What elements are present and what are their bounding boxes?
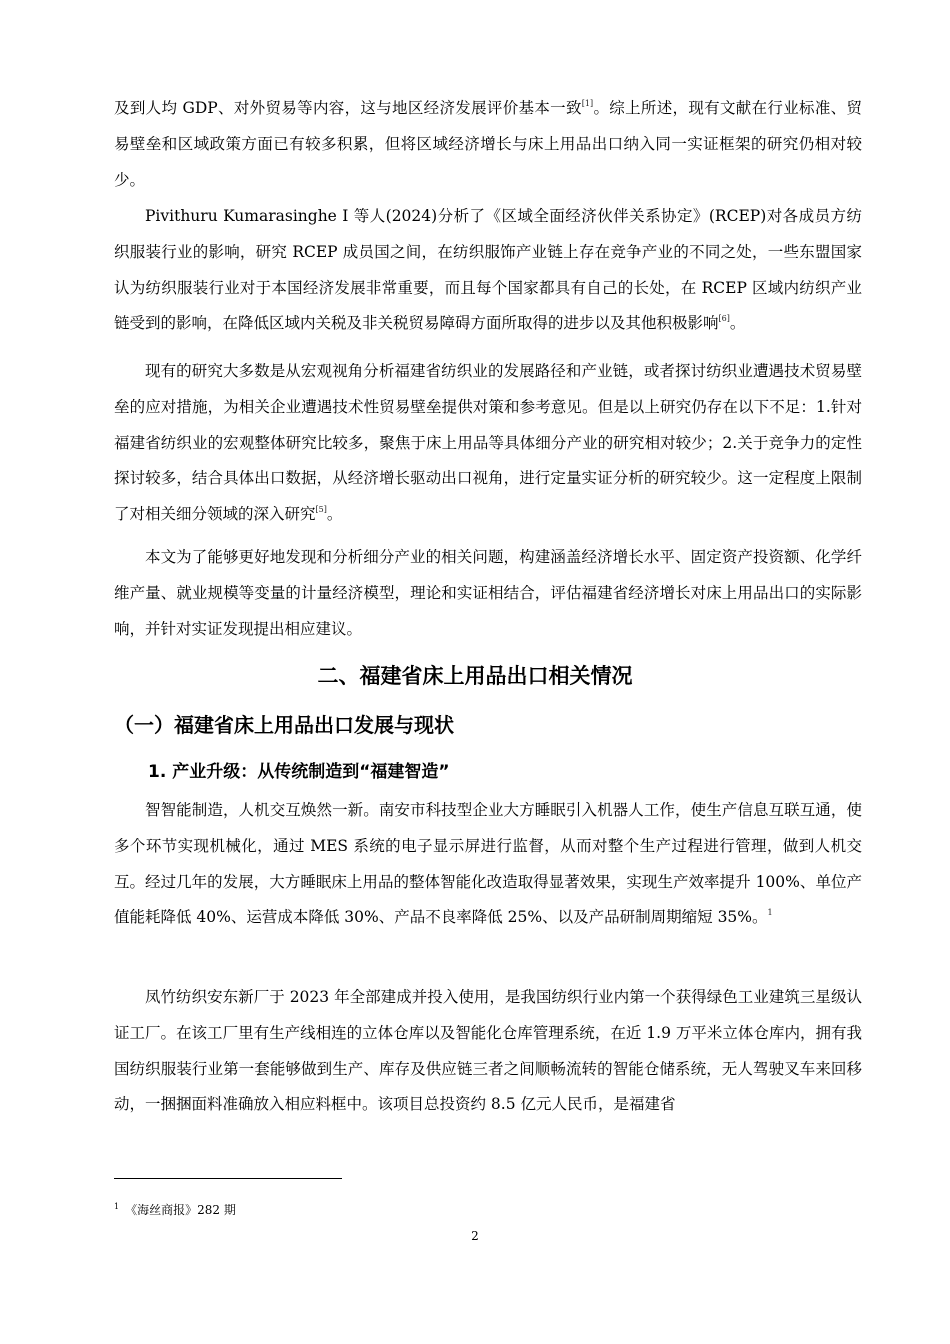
paragraph-text: 现有的研究大多数是从宏观视角分析福建省纺织业的发展路径和产业链，或者探讨纺织业遭遇技术贸易壁垒的应对措施，为相关企业遭遇技术性贸易壁垒提供对策和参考意见。但是以上研究仍存在以下不足：1.针对福建省纺织业的宏观整体研究比较多，聚焦于床上用品等具体细分产业的研究相对较少；2.关于竞争力的定性探讨较多，结合具体出口数据，从经济增长驱动出口视角，进行定量实证分析的研究较少。这一定程度上限制了对相关细分领域的深入研究	[114, 362, 862, 524]
paragraph-text: 。	[326, 505, 343, 524]
paragraph-text: 凤竹纺织安东新厂于 2023 年全部建成并投入使用，是我国纺织行业内第一个获得绿色工业建筑三星级认证工厂。在该工厂里有生产线相连的立体仓库以及智能化仓库管理系统，在近 1.9 万平米立体仓库内，拥有我国纺织服装行业第一套能够做到生产、库存及供应链三者之间顺畅流转的智能仓储系统，无人驾驶叉车来回移动，一捆捆面料准确放入相应料框中。该项目总投资约 8.5 亿元人民币，是福建省	[114, 988, 862, 1114]
paragraph-smart-manufacturing	[114, 793, 862, 936]
footnote-ref: 1	[767, 908, 773, 918]
paragraph-fengzhu-factory	[114, 980, 862, 1123]
paragraph-literature-summary	[114, 91, 862, 198]
paragraph-text: Pivithuru Kumarasinghe I 等人(2024)分析了《区域全面经济伙伴关系协定》(RCEP)对各成员方纺织服装行业的影响，研究 RCEP 成员国之间，在纺织服饰产业链上存在竞争产业的不同之处，一些东盟国家认为纺织服装行业对于本国经济发展非常重要，而且每个国家都具有自己的长处，在 RCEP 区域内纺织产业链受到的影响，在降低区域内关税及非关税贸易障碍方面所取得的进步以及其他积极影响	[114, 207, 862, 333]
paragraph-text: 本文为了能够更好地发现和分析细分产业的相关问题，构建涵盖经济增长水平、固定资产投资额、化学纤维产量、就业规模等变量的计量经济模型，理论和实证相结合，评估福建省经济增长对床上用品出口的实际影响，并针对实证发现提出相应建议。	[114, 548, 862, 638]
citation-ref: [1]	[581, 99, 594, 108]
citation-ref: [5]	[315, 505, 327, 515]
paragraph-text: 。综上所述，现有文献在行业标准、贸易壁垒和区域政策方面已有较多积累，但将区域经济增长与床上用品出口纳入同一实证框架的研究仍相对较少。	[114, 99, 862, 189]
paragraph-text: 及到人均 GDP、对外贸易等内容，这与地区经济发展评价基本一致	[114, 99, 582, 117]
paragraph-research-gap	[114, 354, 862, 533]
paragraph-this-study	[114, 540, 862, 647]
paragraph-rcep	[114, 199, 862, 342]
subsection-heading: （一）福建省床上用品出口发展与现状	[114, 713, 454, 737]
footnote-mark: 1	[114, 1202, 120, 1211]
subsubsection-heading: 1. 产业升级：从传统制造到“福建智造”	[148, 762, 450, 782]
paragraph-text: 智智能制造，人机交互焕然一新。南安市科技型企业大方睡眠引入机器人工作，使生产信息互联互通，使多个环节实现机械化，通过 MES 系统的电子显示屏进行监督，从而对整个生产过程进行管理，做到人机交互。经过几年的发展，大方睡眠床上用品的整体智能化改造取得显著效果，实现生产效率提升 100%、单位产值能耗降低 40%、运营成本降低 30%、产品不良率降低 25%、以及产品研制周期缩短 35%。	[114, 801, 862, 927]
footnote-text: 《海丝商报》282 期	[125, 1203, 236, 1217]
page-number: 2	[471, 1229, 479, 1243]
section-heading: 二、福建省床上用品出口相关情况	[317, 664, 633, 688]
footnote	[114, 1197, 236, 1220]
citation-ref: [6]	[718, 314, 730, 324]
paragraph-text: 。	[729, 314, 746, 333]
footnote-separator	[114, 1178, 342, 1179]
